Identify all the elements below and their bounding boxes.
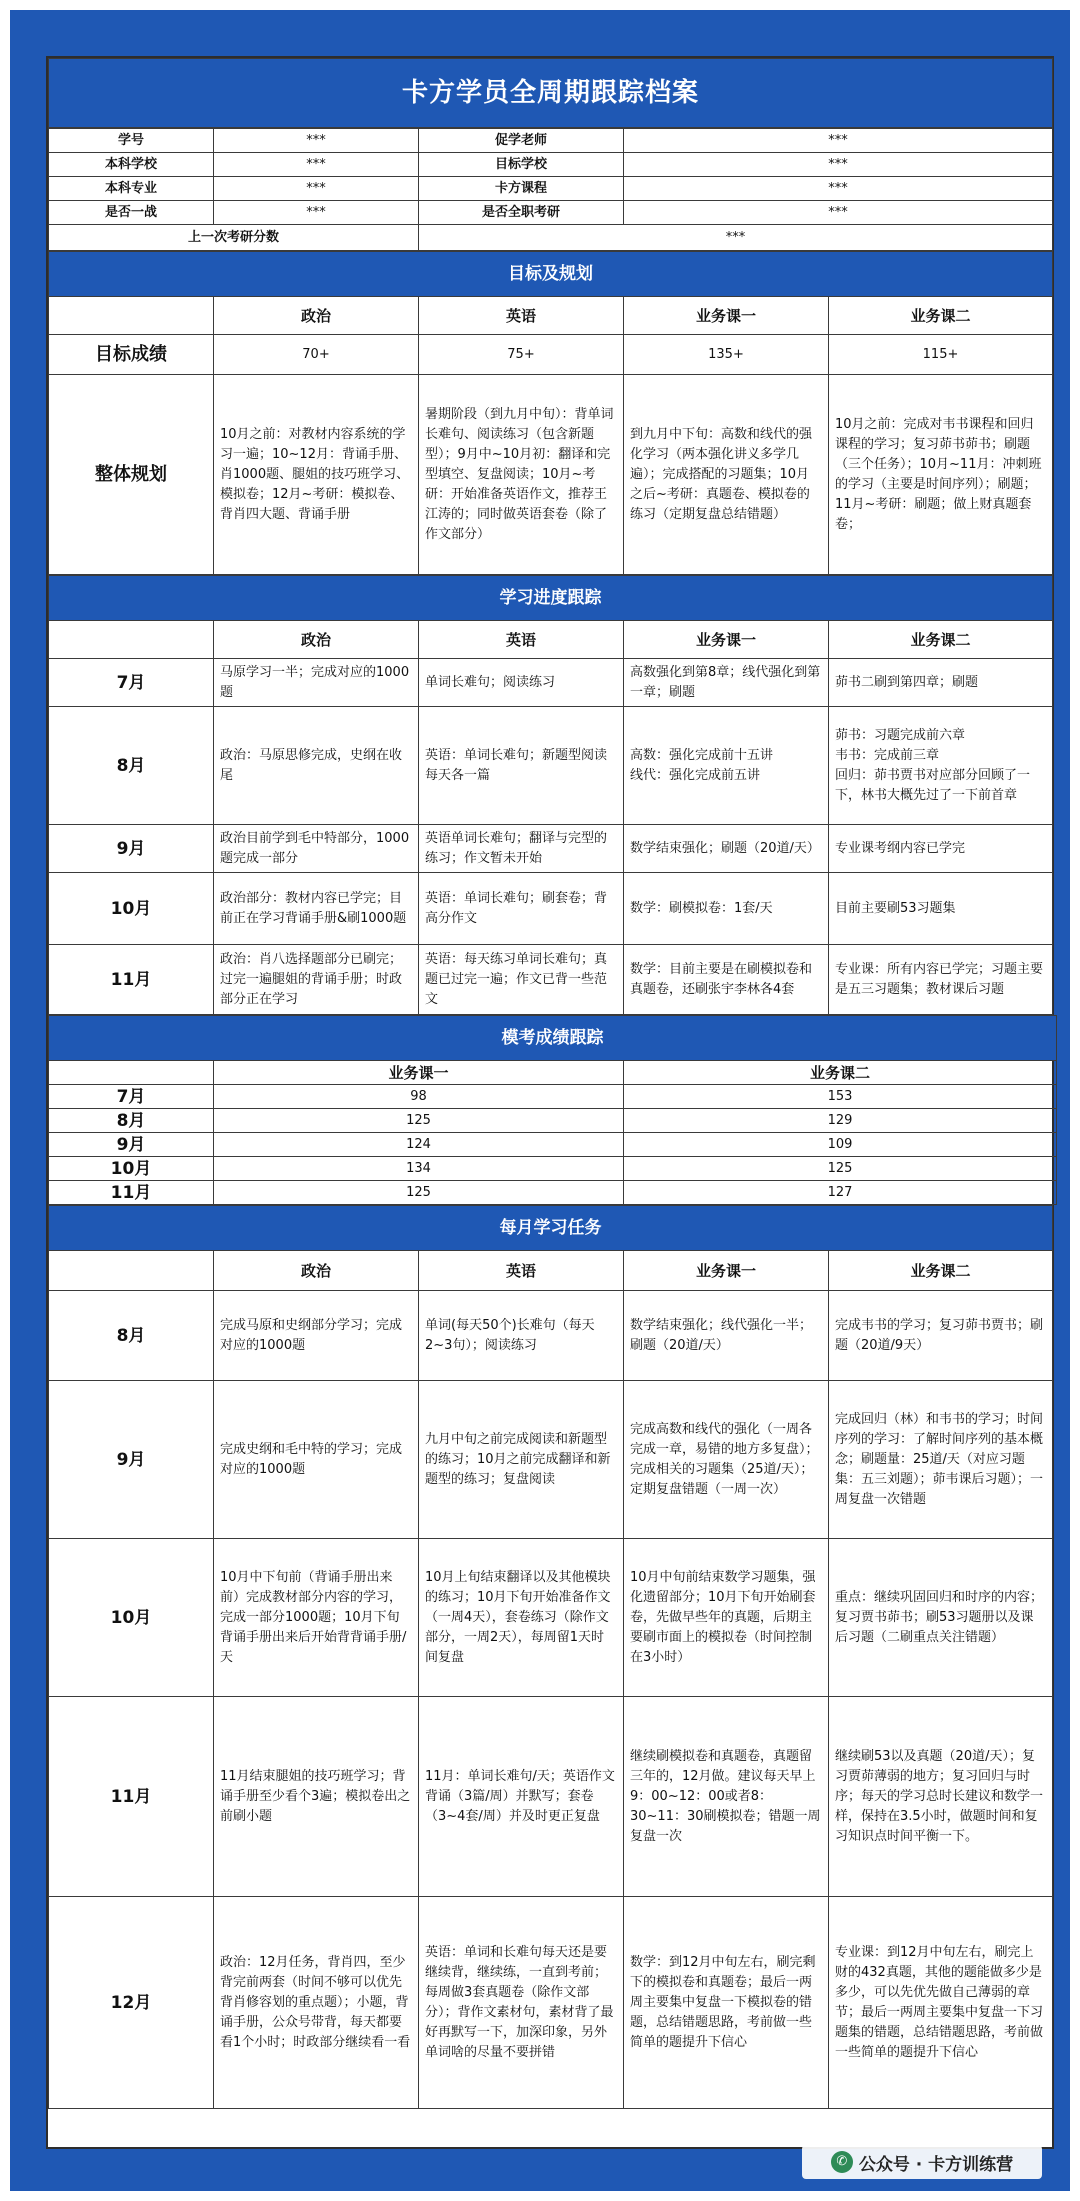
task-cell: 单词(每天50个)长难句（每天2~3句）；阅读练习 — [419, 1291, 624, 1381]
info-row — [49, 153, 1053, 177]
info-label: 卡方课程 — [419, 177, 624, 201]
progress-row — [49, 873, 1053, 945]
task-cell: 11月结束腿姐的技巧班学习；背诵手册至少看个3遍；模拟卷出之前刷小题 — [214, 1697, 419, 1897]
progress-cell: 马原学习一半；完成对应的1000题 — [214, 659, 419, 707]
info-row — [49, 201, 1053, 225]
mock-table — [48, 1015, 1057, 1205]
progress-cell: 数学结束强化；刷题（20道/天） — [624, 825, 829, 873]
subject-header: 政治 — [214, 1251, 419, 1291]
subject-header: 业务课一 — [624, 297, 829, 335]
tasks-table — [48, 1205, 1053, 2109]
progress-row — [49, 825, 1053, 873]
task-cell: 10月中下旬前（背诵手册出来前）完成教材部分内容的学习，完成一部分1000题；10月下旬背诵手册出来后开始背背诵手册/天 — [214, 1539, 419, 1697]
corner-cell — [49, 621, 214, 659]
plan-cell: 暑期阶段（到九月中旬）：背单词长难句、阅读练习（包含新题型）；9月中~10月初：翻译和完型填空、复盘阅读；10月~考研：开始准备英语作文，推荐王江涛的；同时做英语套卷（除了作文部分） — [419, 375, 624, 575]
info-label: 本科专业 — [49, 177, 214, 201]
progress-row — [49, 707, 1053, 825]
progress-row — [49, 659, 1053, 707]
month-label: 8月 — [49, 1291, 214, 1381]
progress-cell: 茆书：习题完成前六章 韦书：完成前三章 回归：茆书贾书对应部分回顾了一下，林书大概先过了一下前首章 — [829, 707, 1053, 825]
goals-table — [48, 251, 1053, 575]
task-cell: 继续刷模拟卷和真题卷，真题留三年的，12月做。建议每天早上9：00~12：00或者8：30~11：30刷模拟卷；错题一周复盘一次 — [624, 1697, 829, 1897]
info-value: *** — [624, 129, 1053, 153]
mock-header: 业务课二 — [624, 1061, 1057, 1085]
task-row — [49, 1381, 1053, 1539]
target-label: 目标成绩 — [49, 335, 214, 375]
subject-header: 业务课一 — [624, 621, 829, 659]
info-row — [49, 177, 1053, 201]
mock-row — [49, 1109, 1057, 1133]
task-cell: 完成史纲和毛中特的学习；完成对应的1000题 — [214, 1381, 419, 1539]
plan-label: 整体规划 — [49, 375, 214, 575]
last-score-row — [49, 225, 1053, 251]
info-value: *** — [214, 201, 419, 225]
mock-score: 109 — [624, 1133, 1057, 1157]
progress-cell: 英语：单词长难句；刷套卷；背高分作文 — [419, 873, 624, 945]
mock-score: 98 — [214, 1085, 624, 1109]
mock-score: 134 — [214, 1157, 624, 1181]
profile-table — [48, 58, 1053, 128]
progress-cell: 专业课：所有内容已学完；习题主要是五三习题集；教材课后习题 — [829, 945, 1053, 1015]
mock-score: 124 — [214, 1133, 624, 1157]
target-score: 135+ — [624, 335, 829, 375]
mock-row — [49, 1133, 1057, 1157]
progress-cell: 目前主要刷53习题集 — [829, 873, 1053, 945]
plan-cell: 到九月中下旬：高数和线代的强化学习（两本强化讲义多学几遍）；完成搭配的习题集；10月之后~考研：真题卷、模拟卷的练习（定期复盘总结错题） — [624, 375, 829, 575]
info-label: 是否全职考研 — [419, 201, 624, 225]
progress-cell: 英语单词长难句；翻译与完型的练习；作文暂未开始 — [419, 825, 624, 873]
wechat-icon: ✆ — [831, 2151, 853, 2173]
task-cell: 九月中旬之前完成阅读和新题型的练习；10月之前完成翻译和新题型的练习；复盘阅读 — [419, 1381, 624, 1539]
month-label: 11月 — [49, 945, 214, 1015]
section-tasks: 每月学习任务 — [49, 1206, 1053, 1251]
task-cell: 11月：单词长难句/天；英语作文背诵（3篇/周）并默写；套卷（3~4套/周）并及时更正复盘 — [419, 1697, 624, 1897]
month-label: 8月 — [49, 707, 214, 825]
mock-header: 业务课一 — [214, 1061, 624, 1085]
subject-header: 英语 — [419, 1251, 624, 1291]
progress-cell: 高数：强化完成前十五讲 线代：强化完成前五讲 — [624, 707, 829, 825]
month-label: 9月 — [49, 1133, 214, 1157]
mock-row — [49, 1085, 1057, 1109]
page-title: 卡方学员全周期跟踪档案 — [49, 59, 1053, 128]
progress-cell: 数学：刷模拟卷：1套/天 — [624, 873, 829, 945]
task-cell: 英语：单词和长难句每天还是要继续背，继续练，一直到考前；每周做3套真题卷（除作文部分）；背作文素材句，素材背了最好再默写一下，加深印象，另外单词啥的尽量不要拼错 — [419, 1897, 624, 2109]
subject-header: 政治 — [214, 621, 419, 659]
target-score: 115+ — [829, 335, 1053, 375]
mock-row — [49, 1157, 1057, 1181]
target-score: 70+ — [214, 335, 419, 375]
progress-cell: 政治：马原思修完成，史纲在收尾 — [214, 707, 419, 825]
month-label: 9月 — [49, 1381, 214, 1539]
month-label: 8月 — [49, 1109, 214, 1133]
corner-cell — [49, 1251, 214, 1291]
progress-cell: 茆书二刷到第四章；刷题 — [829, 659, 1053, 707]
subject-header: 英语 — [419, 297, 624, 335]
mock-score: 125 — [214, 1109, 624, 1133]
info-label: 学号 — [49, 129, 214, 153]
task-cell: 10月上旬结束翻译以及其他模块的练习；10月下旬开始准备作文（一周4天），套卷练习（除作文部分，一周2天），每周留1天时间复盘 — [419, 1539, 624, 1697]
month-label: 11月 — [49, 1697, 214, 1897]
progress-cell: 政治：肖八选择题部分已刷完；过完一遍腿姐的背诵手册；时政部分正在学习 — [214, 945, 419, 1015]
info-value: *** — [624, 177, 1053, 201]
task-row — [49, 1897, 1053, 2109]
task-cell: 完成回归（林）和韦书的学习；时间序列的学习：了解时间序列的基本概念；刷题量：25道/天（对应习题集：五三刘题）；茆韦课后习题）；一周复盘一次错题 — [829, 1381, 1053, 1539]
mock-score: 125 — [214, 1181, 624, 1205]
mock-score: 129 — [624, 1109, 1057, 1133]
plan-cell: 10月之前：完成对韦书课程和回归课程的学习；复习茆书茆书；刷题（三个任务）；10月~11月：冲刺班的学习（主要是时间序列）；刷题；11月~考研：刷题；做上财真题套卷； — [829, 375, 1053, 575]
month-label: 10月 — [49, 1539, 214, 1697]
task-cell: 数学结束强化；线代强化一半；刷题（20道/天） — [624, 1291, 829, 1381]
info-value: *** — [624, 201, 1053, 225]
footer-badge — [802, 2145, 1042, 2179]
progress-cell: 政治目前学到毛中特部分，1000题完成一部分 — [214, 825, 419, 873]
task-row — [49, 1697, 1053, 1897]
info-label: 目标学校 — [419, 153, 624, 177]
section-progress: 学习进度跟踪 — [49, 576, 1053, 621]
tracking-sheet — [46, 56, 1054, 2149]
info-row — [49, 129, 1053, 153]
info-table — [48, 128, 1053, 251]
mock-score: 127 — [624, 1181, 1057, 1205]
task-cell: 重点：继续巩固回归和时序的内容；复习贾书茆书；刷53习题册以及课后习题（二刷重点关注错题） — [829, 1539, 1053, 1697]
month-label: 7月 — [49, 1085, 214, 1109]
progress-cell: 单词长难句；阅读练习 — [419, 659, 624, 707]
subject-header: 业务课二 — [829, 297, 1053, 335]
section-mock: 模考成绩跟踪 — [49, 1016, 1057, 1061]
month-label: 11月 — [49, 1181, 214, 1205]
last-score-value: *** — [419, 225, 1053, 251]
plan-cell: 10月之前：对教材内容系统的学习一遍；10~12月：背诵手册、肖1000题、腿姐的技巧班学习、模拟卷；12月~考研：模拟卷、背肖四大题、背诵手册 — [214, 375, 419, 575]
progress-row — [49, 945, 1053, 1015]
task-cell: 政治：12月任务，背肖四，至少背完前两套（时间不够可以优先背肖修容划的重点题）；小题，背诵手册，公众号带背，每天都要看1个小时；时政部分继续看一看 — [214, 1897, 419, 2109]
subject-header: 业务课二 — [829, 621, 1053, 659]
target-score: 75+ — [419, 335, 624, 375]
footer-text: 公众号 · 卡方训练营 — [858, 2154, 1014, 2175]
task-cell: 完成马原和史纲部分学习；完成对应的1000题 — [214, 1291, 419, 1381]
info-value: *** — [214, 153, 419, 177]
month-label: 12月 — [49, 1897, 214, 2109]
mock-score: 125 — [624, 1157, 1057, 1181]
info-value: *** — [214, 129, 419, 153]
info-value: *** — [624, 153, 1053, 177]
month-label: 10月 — [49, 1157, 214, 1181]
subject-header: 业务课二 — [829, 1251, 1053, 1291]
progress-cell: 高数强化到第8章；线代强化到第一章；刷题 — [624, 659, 829, 707]
task-cell: 完成韦书的学习；复习茆书贾书；刷题（20道/9天） — [829, 1291, 1053, 1381]
progress-cell: 数学：目前主要是在刷模拟卷和真题卷，还刷张宇李林各4套 — [624, 945, 829, 1015]
corner-cell — [49, 1061, 214, 1085]
info-label: 是否一战 — [49, 201, 214, 225]
mock-score: 153 — [624, 1085, 1057, 1109]
info-label: 促学老师 — [419, 129, 624, 153]
task-cell: 数学：到12月中旬左右，刷完剩下的模拟卷和真题卷；最后一两周主要集中复盘一下模拟卷的错题，总结错题思路，考前做一些简单的题提升下信心 — [624, 1897, 829, 2109]
task-row — [49, 1539, 1053, 1697]
task-cell: 完成高数和线代的强化（一周各完成一章，易错的地方多复盘）；完成相关的习题集（25道/天）；定期复盘错题（一周一次） — [624, 1381, 829, 1539]
task-cell: 专业课：到12月中旬左右，刷完上财的432真题，其他的题能做多少是多少，可以先优先做自己薄弱的章节；最后一两周主要集中复盘一下习题集的错题，总结错题思路，考前做一些简单的题提升下信心 — [829, 1897, 1053, 2109]
month-label: 7月 — [49, 659, 214, 707]
info-value: *** — [214, 177, 419, 201]
corner-cell — [49, 297, 214, 335]
progress-cell: 政治部分：教材内容已学完；目前正在学习背诵手册&刷1000题 — [214, 873, 419, 945]
info-label: 本科学校 — [49, 153, 214, 177]
progress-cell: 专业课考纲内容已学完 — [829, 825, 1053, 873]
task-cell: 继续刷53以及真题（20道/天）；复习贾茆薄弱的地方；复习回归与时序；每天的学习总时长建议和数学一样，保持在3.5小时，做题时间和复习知识点时间平衡一下。 — [829, 1697, 1053, 1897]
progress-cell: 英语：单词长难句；新题型阅读每天各一篇 — [419, 707, 624, 825]
progress-cell: 英语：每天练习单词长难句；真题已过完一遍；作文已背一些范文 — [419, 945, 624, 1015]
month-label: 9月 — [49, 825, 214, 873]
blue-frame — [10, 10, 1070, 2191]
progress-table — [48, 575, 1053, 1015]
task-cell: 10月中旬前结束数学习题集，强化遗留部分；10月下旬开始刷套卷，先做早些年的真题，后期主要刷市面上的模拟卷（时间控制在3小时） — [624, 1539, 829, 1697]
subject-header: 业务课一 — [624, 1251, 829, 1291]
subject-header: 英语 — [419, 621, 624, 659]
month-label: 10月 — [49, 873, 214, 945]
mock-row — [49, 1181, 1057, 1205]
task-row — [49, 1291, 1053, 1381]
last-score-label: 上一次考研分数 — [49, 225, 419, 251]
subject-header: 政治 — [214, 297, 419, 335]
section-goals: 目标及规划 — [49, 252, 1053, 297]
